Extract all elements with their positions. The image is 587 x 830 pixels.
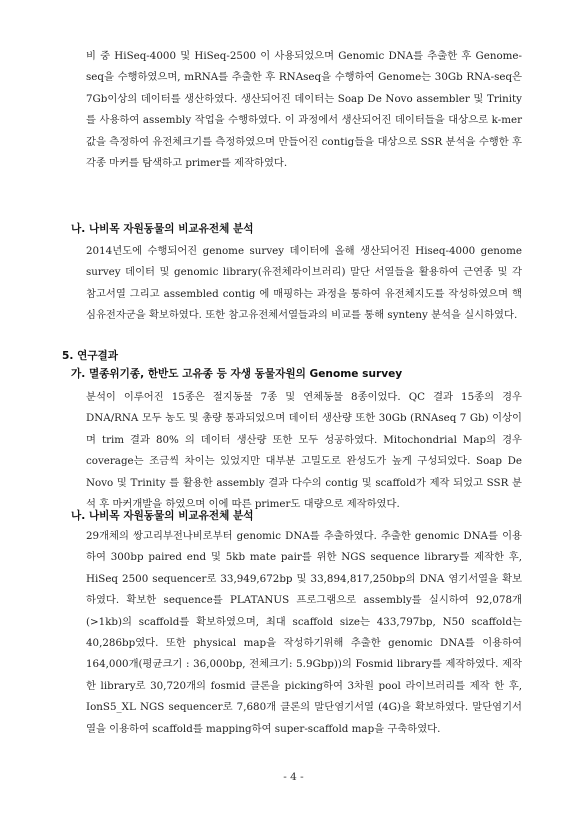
paragraph-butterfly-genomic-dna: 29개체의 쌍고리부전나비로부터 genomic DNA를 추출하였다. 추출한 genomic DNA를 이용하여 300bp paired end 및 5kb mate pair를 위한 NGS sequence library를 제작한 후, HiSeq 2500 sequencer로 33,949,672bp 및 33,894,817,250bp의 DNA 염기서열을 확보하였다. 확보한 sequence를 PLATANUS 프로그램으로 assembly를 실시하여 92,078개(>1kb)의 scaffold를 확보하였으며, 최대 scaffold size는 433,797bp, N50 scaffold는 40,286bp였다. 또한 physical map을 작성하기위해 추출한 genomic DNA를 이용하여 164,000개(평균크기 : 36,000bp, 전체크기: 5.9Gbp))의 Fosmid library를 제작하였다. 제작한 library로 30,720개의 fosmid 클론을 picking하여 3차원 pool 라이브러리를 제작 한 후, IonS5_XL NGS sequencer로 7,680개 클론의 말단염기서열 (4G)을 확보하였다. 말단염기서열을 이용하여 scaffold를 mapping하여 super-scaffold map을 구축하였다.	[86, 530, 522, 735]
section-heading-genome-survey: 가. 멸종위기종, 한반도 고유종 등 자생 동물자원의 Genome survey	[71, 368, 403, 380]
section-heading-comparative-genome: 나. 나비목 자원동물의 비교유전체 분석	[71, 223, 254, 235]
paragraph-genome-sequencing: 비 중 HiSeq-4000 및 HiSeq-2500 이 사용되었으며 Genomic DNA를 추출한 후 Genome-seq을 수행하였으며, mRNA를 추출한 후 RNAseq을 수행하여 Genome는 30Gb RNA-seq은 7Gb이상의 데이터를 생산하였다. 생산되어진 데이터는 Soap De Novo assembler 및 Trinity 를 사용하여 assembly 작업을 수행하였다. 이 과정에서 생산되어진 데이터들을 대상으로 k-mer 값을 측정하여 유전체크기를 측정하였으며 만들어진 contig들을 대상으로 SSR 분석을 수행한 후 각종 마커를 탐색하고 primer를 제작하였다.	[86, 50, 522, 170]
page-number: - 4 -	[283, 771, 304, 783]
paragraph-15-species-analysis: 분석이 이루어진 15종은 절지동물 7종 및 연체동물 8종이었다. QC 결과 15종의 경우 DNA/RNA 모두 농도 및 총량 통과되었으며 데이터 생산량 또한 30Gb (RNAseq 7 Gb) 이상이며 trim 결과 80% 의 데이터 생산량 또한 모두 성공하였다. Mitochondrial Map의 경우 coverage는 조금씩 차이는 있었지만 대부분 고밀도로 완성도가 높게 구성되었다. Soap De Novo 및 Trinity 를 활용한 assembly 결과 다수의 contig 및 scaffold가 제작 되었고 SSR 분석 후 마커개발을 하였으며 이에 따른 primer도 대량으로 제작하였다.	[86, 391, 522, 511]
section-heading-results: 5. 연구결과	[62, 350, 119, 362]
paragraph-genome-survey-2014: 2014년도에 수행되어진 genome survey 데이터에 올해 생산되어진 Hiseq-4000 genome survey 데이터 및 genomic library(유전체라이브러리) 말단 서열들을 활용하여 근연종 및 각 참고서열 그리고 assembled contig 에 매핑하는 과정을 통하여 유전체지도를 작성하였으며 핵심유전자군을 확보하였다. 또한 참고유전체서열들과의 비교를 통해 synteny 분석을 실시하였다.	[86, 245, 522, 322]
section-heading-lepidoptera: 나. 나비목 자원동물의 비교유전체 분석	[71, 510, 254, 522]
